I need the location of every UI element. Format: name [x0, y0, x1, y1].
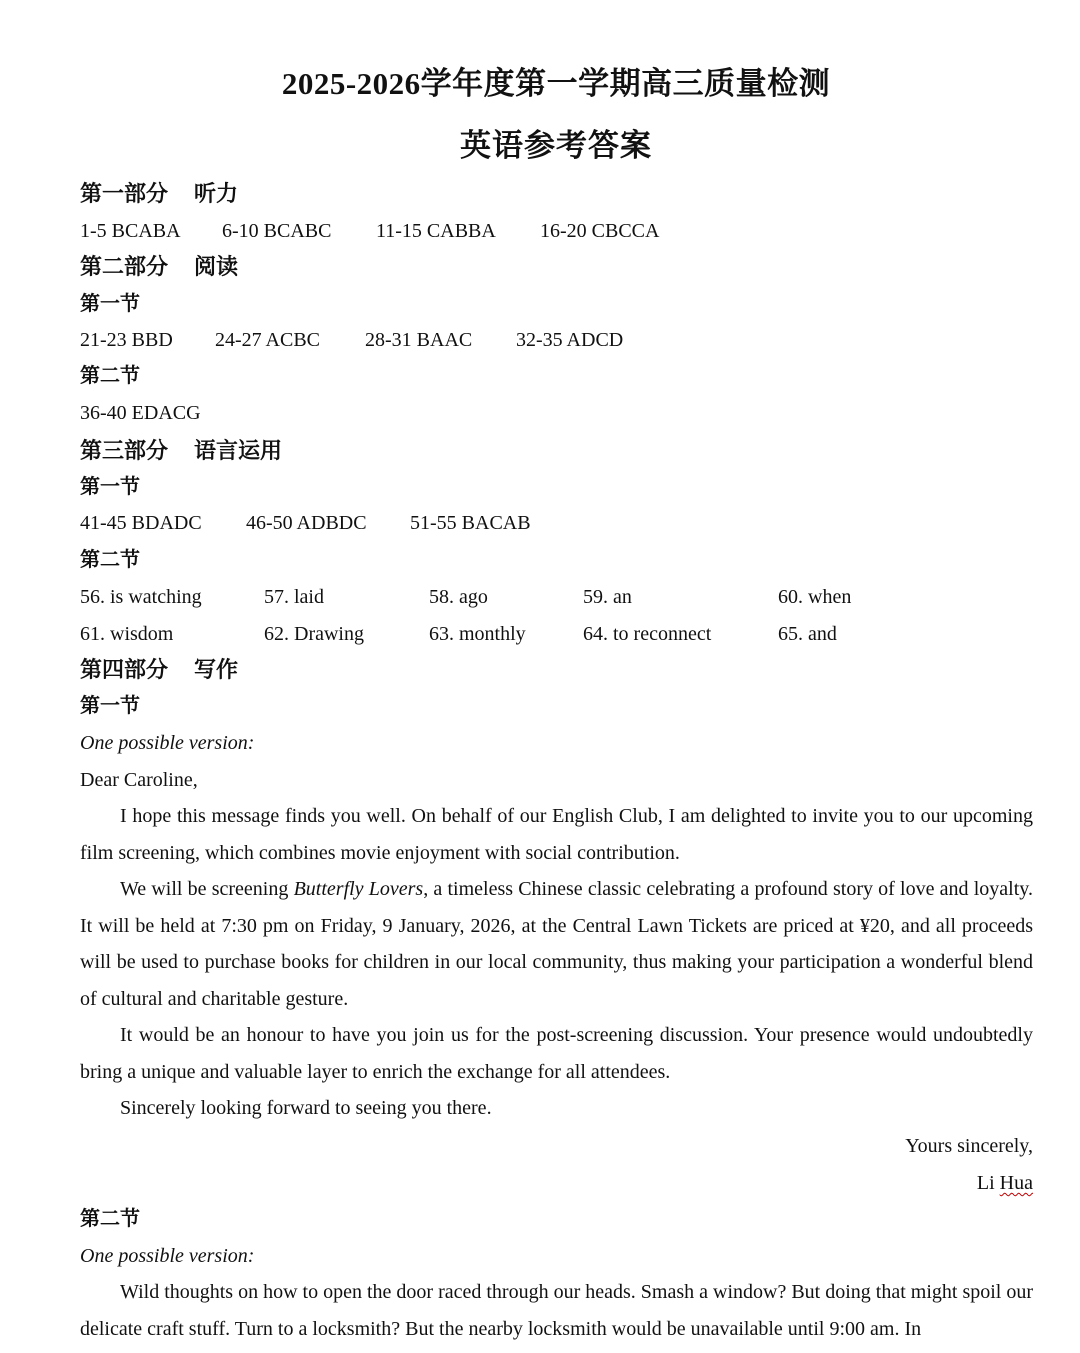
- answer-group: 41-45 BDADC: [80, 512, 202, 534]
- signature-first: Li: [976, 1172, 995, 1194]
- letter-closing: Yours sincerely,: [905, 1135, 1033, 1157]
- cloze-answer: 58. ago: [429, 586, 488, 608]
- cloze-answer: 56. is watching: [80, 586, 202, 608]
- part4-name: 第四部分: [80, 657, 169, 682]
- answer-group: 1-5 BCABA: [80, 220, 181, 242]
- part3-heading: [80, 436, 282, 466]
- signature-last: Hua: [999, 1172, 1033, 1194]
- letter-greeting: Dear Caroline,: [80, 769, 198, 791]
- continuation-paragraph-1: Wild thoughts on how to open the door raced through our heads. Smash a window? But doing that might spoil our delicate craft stuff. Turn to a locksmith? But the nearby locksmith would be unavailable until 9:00 am. In: [80, 1281, 1033, 1340]
- part3-section1-label: 第一节: [80, 476, 140, 498]
- cloze-answer: 62. Drawing: [264, 623, 364, 645]
- part4-topic: 写作: [194, 657, 239, 682]
- part3-name: 第三部分: [80, 438, 169, 463]
- part2-section2-label: 第二节: [80, 365, 140, 387]
- answer-group: 46-50 ADBDC: [246, 512, 367, 534]
- cloze-answer: 57. laid: [264, 586, 324, 608]
- part3-topic: 语言运用: [194, 438, 283, 463]
- cloze-answer: 60. when: [778, 586, 852, 608]
- part4-heading: [80, 655, 238, 685]
- document-subtitle: 英语参考答案: [460, 128, 652, 163]
- cloze-answer: 64. to reconnect: [583, 623, 712, 645]
- part1-name: 第一部分: [80, 181, 169, 206]
- letter-paragraph-1: I hope this message finds you well. On behalf of our English Club, I am delighted to invite you to our upcoming film screening, which combines movie enjoyment with social contribution.: [80, 805, 1033, 864]
- answer-group: 32-35 ADCD: [516, 329, 624, 351]
- answer-group: 6-10 BCABC: [222, 220, 332, 242]
- cloze-answer: 59. an: [583, 586, 632, 608]
- cloze-answer: 63. monthly: [429, 623, 526, 645]
- film-title: Butterfly Lovers: [293, 878, 424, 900]
- answer-group: 11-15 CABBA: [376, 220, 496, 242]
- cloze-answer: 65. and: [778, 623, 837, 645]
- document-title: 2025-2026学年度第一学期高三质量检测: [281, 66, 831, 101]
- answer-group: 51-55 BACAB: [410, 512, 531, 534]
- p2-text-rest: , a timeless Chinese classic celebrating a profound story of love and loyalty. It will be held at 7:30 pm on Friday, 9 January, 2026, at the Central Lawn Tickets are priced at ¥20, and all proceeds will be used to purchase books for children in our local community, thus making your participation a wonderful blend of cultural and charitable gesture.: [80, 878, 1033, 1010]
- part4-section1-label: 第一节: [80, 695, 140, 717]
- part2-topic: 阅读: [194, 254, 239, 279]
- letter-paragraph-3: It would be an honour to have you join us for the post-screening discussion. Your presence would undoubtedly bring a unique and valuable layer to enrich the exchange for all attendees.: [80, 1024, 1033, 1083]
- part1-heading: [80, 179, 238, 209]
- answer-group: 16-20 CBCCA: [540, 220, 660, 242]
- part2-name: 第二部分: [80, 254, 169, 279]
- section2-version-label: One possible version:: [80, 1245, 255, 1267]
- part3-section2-label: 第二节: [80, 549, 140, 571]
- letter-signature: [977, 1169, 1033, 1197]
- section1-version-label: One possible version:: [80, 732, 255, 754]
- answer-group: 21-23 BBD: [80, 329, 173, 351]
- letter-paragraph-2: [80, 871, 1033, 1017]
- p2-text-start: We will be screening: [120, 878, 294, 900]
- part4-section2-label: 第二节: [80, 1208, 140, 1230]
- answer-group: 36-40 EDACG: [80, 402, 201, 424]
- cloze-answer: 61. wisdom: [80, 623, 174, 645]
- part2-section1-label: 第一节: [80, 293, 140, 315]
- answer-group: 24-27 ACBC: [215, 329, 321, 351]
- part1-topic: 听力: [194, 181, 239, 206]
- answer-group: 28-31 BAAC: [365, 329, 473, 351]
- part2-heading: [80, 252, 238, 282]
- letter-paragraph-4: Sincerely looking forward to seeing you there.: [120, 1097, 492, 1119]
